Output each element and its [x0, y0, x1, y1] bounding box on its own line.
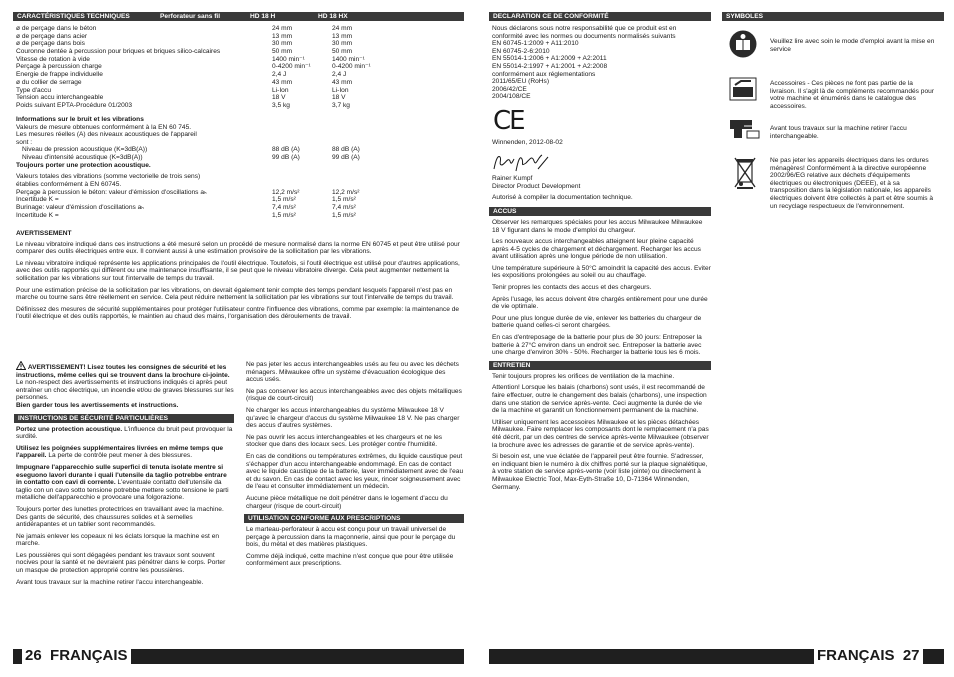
symbol-text-accessories: Accessoires - Ces pièces ne font pas partie de la livraison. Il s'agit là de compléments recommandés pour votre machine et énumérés dans le catalogue des accessoires. — [770, 80, 934, 110]
accus-paragraph: En cas d'entreposage de la batterie pour plus de 30 jours: Entreposer la batterie à 27°C environ dans un endroit sec. Entreposer la batterie avec une charge d'environ 30% - 50%. Recharger la batterie tous les 6 mois. — [492, 334, 702, 357]
symbols-header: SYMBOLES — [722, 12, 944, 21]
battery-safety-paragraph: Ne pas conserver les accus interchangeables avec des objets métalliques (risque de court-circuit) — [246, 387, 462, 403]
weee-bin-icon — [734, 156, 756, 190]
right-page-language: FRANÇAIS — [817, 647, 895, 664]
safety-paragraph — [16, 533, 234, 548]
spec-header-product: Perforateur sans fil — [160, 13, 221, 20]
battery-safety-paragraph: En cas de conditions ou températures extrêmes, du liquide caustique peut s'échapper d'un accu interchangeable endommagé. En cas de contact avec le liquide caustique de la batterie, laver immédiatement avec de l'eau et du savon. En cas de contact avec les yeux, rincer soigneusement avec de l'eau et consulter immédiatement un médecin. — [246, 452, 464, 491]
symbol-text-weee: Ne pas jeter les appareils électriques dans les ordures ménagères! Conformément à la directive européenne 2002/96/EG relative aux déchets d'équipements électriques ou électroniques (DEEE), et à sa transposition dans la législation nationale, les appareils électriques doivent être collectés à part et être soumis à un recyclage respectueux de l'environnement. — [770, 157, 934, 210]
spec-row — [16, 87, 466, 95]
entretien-header: ENTRETIEN — [489, 361, 711, 370]
left-page-number: 26 FRANÇAIS — [22, 647, 131, 665]
spec-row-value-1: 43 mm — [272, 78, 293, 86]
spec-row-label: ø de perçage dans acier — [16, 32, 88, 40]
vibration-row-label: Perçage à percussion le béton: valeur d'émission d'oscillations aₕ — [16, 188, 207, 196]
usage-paragraph: Le marteau-perforateur à accu est conçu pour un travail universel de perçage à percussion dans la maçonnerie, ainsi que pour le perçage du bois, du métal et des matières plastiques. — [246, 526, 456, 549]
declaration-line: EN 55014-2:1997 + A1:2001 + A2:2008 — [492, 62, 608, 70]
spec-row — [16, 33, 466, 41]
accus-paragraph: Tenir propres les contacts des accus et des chargeurs. — [492, 284, 652, 292]
spec-row-value-1: 13 mm — [272, 32, 293, 40]
symbol-text-remove-battery: Avant tous travaux sur la machine retirer l'accu interchangeable. — [770, 125, 907, 140]
vibration-row-value-1: 1,5 m/s² — [272, 211, 296, 219]
declaration-line: EN 60745-1:2009 + A11:2010 — [492, 40, 579, 48]
spec-row — [16, 56, 466, 64]
signature-image — [492, 151, 552, 173]
safety-paragraph — [16, 552, 234, 575]
left-page-language: FRANÇAIS — [50, 647, 128, 664]
spec-row-value-2: 3,7 kg — [332, 101, 350, 109]
vibration-line: Valeurs totales des vibrations (somme vectorielle de trois sens) — [16, 173, 201, 181]
safety-warning — [16, 361, 234, 410]
spec-row-label: Tension accu interchangeable — [16, 94, 104, 102]
vibration-row-value-1: 12,2 m/s² — [272, 188, 300, 196]
symbol-text-read-manual: Veuillez lire avec soin le mode d'emploi avant la mise en service — [770, 38, 935, 53]
noise-title: Informations sur le bruit et les vibrations — [16, 116, 144, 123]
entretien-paragraph: Tenir toujours propres les orifices de ventilation de la machine. — [492, 372, 675, 380]
declaration-header: DECLARATION CE DE CONFORMITÉ — [489, 12, 711, 21]
noise-section — [16, 116, 466, 219]
spec-header-model-hx: HD 18 HX — [318, 13, 348, 20]
spec-row-value-2: Li-Ion — [332, 86, 349, 94]
signer-name: Rainer Kumpf — [492, 175, 533, 183]
accus-paragraph: Après l'usage, les accus doivent être chargés entièrement pour une durée de vie optimale. — [492, 295, 708, 311]
spec-row-value-2: 43 mm — [332, 78, 353, 86]
spec-row-value-1: 24 mm — [272, 25, 293, 32]
warning-section — [16, 230, 466, 325]
signer-authorisation: Autorisé à compiler la documentation technique. — [492, 194, 633, 202]
safety-instructions-header: INSTRUCTIONS DE SÉCURITÉ PARTICULIÈRES — [14, 414, 234, 423]
vibration-row — [16, 204, 466, 212]
vibration-row-value-2: 12,2 m/s² — [332, 188, 360, 196]
signer-role: Director Product Development — [492, 182, 581, 190]
ce-mark-icon: CE — [493, 105, 524, 136]
safety-paragraph-text: La perte de contrôle peut mener à des blessures. — [46, 452, 193, 460]
entretien-paragraph: Si besoin est, une vue éclatée de l'appareil peut être fournie. S'adresser, en indiquant bien le numéro à dix chiffres porté sur la plaque signalétique, à votre station de service après-vente (voir liste jointe) ou directement à Milwaukee Electric Tool, Max-Eyth-Straße 10, D-71364 Winnenden, Germany. — [492, 453, 708, 491]
warning-triangle-icon — [16, 361, 26, 370]
accus-paragraph: Une température supérieure à 50°C amoindrit la capacité des accus. Eviter les expositions prolongées au soleil ou au chauffage. — [492, 264, 711, 280]
spec-row-value-1: 30 mm — [272, 40, 293, 48]
safety-paragraph-text: Avant tous travaux sur la machine retirer l'accu interchangeable. — [16, 578, 204, 586]
noise-row-label: Niveau d'intensité acoustique (K=3dB(A)) — [22, 154, 143, 162]
spec-row — [16, 25, 466, 33]
spec-row-value-2: 18 V — [332, 94, 346, 102]
spec-row-value-2: 13 mm — [332, 32, 353, 40]
safety-paragraph — [16, 506, 234, 529]
right-column-a — [489, 12, 711, 495]
accus-paragraph: Pour une plus longue durée de vie, enlever les batteries du chargeur de batterie quand celles-ci seront chargées. — [492, 314, 702, 330]
warning-paragraph: Pour une estimation précise de la sollicitation par les vibrations, on devrait également tenir compte des temps pendant lesquels l'appareil n'est pas en marche ou tourne sans être réellement en service. Cela peut réduire nettement la sollicitation par les vibrations sur tout l'intervalle de temps du travail. — [16, 286, 454, 302]
entretien-paragraph: Attention! Lorsque les balais (charbons) sont usés, il est recommandé de faire effectuer, outre le changement des balais (charbons), une inspection dans une station de service après-vente. Ceci augmente la durée de vie de la machine et garantit un fonctionnement permanent de la machine. — [492, 384, 707, 415]
read-manual-icon — [729, 30, 757, 58]
vibration-row-value-1: 7,4 m/s² — [272, 203, 296, 211]
accus-header: ACCUS — [489, 207, 711, 216]
spec-row — [16, 63, 466, 71]
declaration-line: conformité avec les normes ou documents normalisés suivants — [492, 32, 676, 40]
spec-row-label: Vitesse de rotation à vide — [16, 55, 90, 63]
spec-row-value-1: 3,5 kg — [272, 101, 290, 109]
noise-line: Valeurs de mesure obtenues conformément à la EN 60 745. — [16, 123, 192, 131]
safety-paragraph — [16, 426, 234, 441]
spec-row-value-1: 0-4200 min⁻¹ — [272, 63, 311, 71]
safety-paragraph-text: Ne jamais enlever les copeaux ni les éclats lorsque la machine est en marche. — [16, 532, 220, 548]
spec-row-label: Perçage à percussion charge — [16, 63, 102, 71]
noise-row-value-1: 99 dB (A) — [272, 154, 300, 162]
battery-safety-paragraph: Ne pas jeter les accus interchangeables usés au feu ou avec les déchets ménagers. Milwaukee offre un système d'évacuation écologique des accus usés. — [246, 361, 459, 384]
spec-header-title: CARACTÉRISTIQUES TECHNIQUES — [17, 13, 130, 20]
declaration-line: 2004/108/CE — [492, 93, 531, 101]
accus-paragraph: Observer les remarques spéciales pour les accus Milwaukee Milwaukee 18 V figurant dans le mode d'emploi du chargeur. — [492, 218, 703, 234]
declaration-line: conformément aux réglementations — [492, 70, 596, 78]
spec-row-label: ø du collier de serrage — [16, 78, 82, 86]
safety-paragraph-text: Les poussières qui sont dégagées pendant les travaux sont souvent nocives pour la santé et ne devraient pas pénétrer dans le corps. Porter un masque de protection approprié contre les poussières. — [16, 551, 226, 575]
spec-row-label: ø de perçage dans le béton — [16, 25, 97, 32]
spec-row — [16, 48, 466, 56]
spec-row — [16, 94, 466, 102]
warning-paragraph: Le niveau vibratoire indiqué dans ces instructions a été mesuré selon un procédé de mesure normalisé dans la norme EN 60745 et peut être utilisé pour comparer des outils électriques entre eux. Il convient aussi à une estimation provisoire de la sollicitation par les vibrations. — [16, 240, 460, 256]
safety-warning-text: Le non-respect des avertissements et instructions indiqués ci après peut entraîner un choc électrique, un incendie et/ou de graves blessures sur les personnes. — [16, 379, 234, 402]
vibration-row — [16, 212, 466, 220]
safety-paragraph — [16, 445, 234, 460]
entretien-paragraph: Utiliser uniquement les accessoires Milwaukee et les pièces détachées Milwaukee. Faire remplacer les composants dont le remplacement n'a pas été décrit, par un des centres de service après-vente Milwaukee (observer la brochure avec les adresses de garantie et de service après-vente). — [492, 418, 709, 449]
noise-row-value-2: 88 dB (A) — [332, 146, 360, 154]
warning-paragraph: Le niveau vibratoire indiqué représente les applications principales de l'outil électrique. Toutefois, si l'outil électrique est utilisé pour d'autres applications, avec des outils rapportés qui diffèrent ou une maintenance insuffisante, il se peut que le niveau vibratoire diverge. Cela peut augmenter nettement la sollicitation par les vibrations sur tout l'intervalle de temps du travail. — [16, 259, 460, 282]
spec-row-label: Poids suivant EPTA-Procédure 01/2003 — [16, 101, 133, 109]
declaration-line: 2006/42/CE — [492, 85, 527, 93]
remove-battery-icon — [729, 118, 761, 146]
usage-paragraph: Comme déjà indiqué, cette machine n'est conçue que pour être utilisée conformément aux prescriptions. — [246, 552, 454, 568]
spec-header-model-h: HD 18 H — [250, 13, 276, 20]
spec-row-label: Type d'accu — [16, 86, 51, 94]
spec-row-value-1: 18 V — [272, 94, 286, 102]
noise-line: sont : — [16, 138, 33, 146]
vibration-row — [16, 196, 466, 204]
noise-row-value-2: 99 dB (A) — [332, 154, 360, 162]
safety-paragraph-text: L'influence du bruit peut provoquer la surdité. — [16, 425, 233, 441]
warning-paragraph: Définissez des mesures de sécurité supplémentaires pour protéger l'utilisateur contre l'influence des vibrations, comme par exemple: la maintenance de l'outil électrique et des outils rapportés, le maintien au chaud des mains, l'organisation des déroulements de travail. — [16, 305, 460, 321]
place-date: Winnenden, 2012-08-02 — [492, 138, 563, 146]
noise-row-label: Niveau de pression acoustique (K=3dB(A)) — [22, 146, 148, 154]
noise-row — [22, 146, 466, 154]
safety-warning-bold: AVERTISSEMENT! Lisez toutes les consignes de sécurité et les instructions, même celles qui se trouvent dans la brochure ci-jointe. — [16, 364, 230, 379]
vibration-row-label: Burinage: valeur d'émission d'oscillations aₕ — [16, 203, 144, 211]
spec-row-label: Energie de frappe individuelle — [16, 71, 103, 79]
left-column-b — [246, 361, 464, 572]
spec-row-value-1: 1400 min⁻¹ — [272, 55, 305, 63]
spec-row-value-2: 50 mm — [332, 48, 353, 56]
safety-paragraph-text: L'eventuale contatto dell'utensile da taglio con un cavo sotto tensione potrebbe mettere sotto tensione le parti metalliche dell'apparecchio e provocare una folgorazione. — [16, 479, 229, 502]
spec-row — [16, 79, 466, 87]
declaration-line: 2011/65/EU (RoHs) — [492, 78, 550, 86]
vibration-row-value-2: 1,5 m/s² — [332, 211, 356, 219]
spec-row-value-2: 0-4200 min⁻¹ — [332, 63, 371, 71]
accus-paragraph: Les nouveaux accus interchangeables atteignent leur pleine capacité après 4-5 cycles de chargement et déchargement. Recharger les accus avant utilisation après une longue période de non utilisation. — [492, 238, 701, 261]
vibration-row — [16, 189, 466, 197]
safety-paragraph-text: Toujours porter des lunettes protectrices en travaillant avec la machine. Des gants de sécurité, des chaussures solides et à semelles antidérapantes et un tablier sont recommandés. — [16, 505, 224, 529]
spec-row-value-1: 2,4 J — [272, 71, 287, 79]
declaration-line: Nous déclarons sous notre responsabilité que ce produit est en — [492, 25, 677, 32]
vibration-row-value-2: 7,4 m/s² — [332, 203, 356, 211]
noise-line: Les mesures réelles (A) des niveaux acoustiques de l'appareil — [16, 131, 197, 139]
safety-paragraph — [16, 464, 234, 502]
vibration-row-value-1: 1,5 m/s² — [272, 196, 296, 204]
spec-row-value-2: 2,4 J — [332, 71, 347, 79]
vibration-row-value-2: 1,5 m/s² — [332, 196, 356, 204]
right-page-number: FRANÇAIS 27 — [814, 647, 923, 665]
safety-paragraph-bold: Portez une protection acoustique. — [16, 425, 123, 433]
spec-row — [16, 40, 466, 48]
noise-row-value-1: 88 dB (A) — [272, 146, 300, 154]
vibration-row-label: Incertitude K = — [16, 196, 59, 204]
spec-row-label: ø de perçage dans bois — [16, 40, 85, 48]
battery-safety-paragraph: Ne charger les accus interchangeables du système Milwaukee 18 V qu'avec le chargeur d'accus du système Milwaukee 18 V. Ne pas charger des accus d'autres systèmes. — [246, 406, 460, 430]
spec-row — [16, 71, 466, 79]
accessories-icon — [729, 75, 757, 103]
declaration-line: EN 60745-2-6:2010 — [492, 47, 550, 55]
safety-paragraph-bold: Impugnare l'apparecchio sulle superfici di tenuta isolate mentre si eseguono lavori durante i quali l'utensile da taglio potrebbe entrare in contatto con cavi di corrente. — [16, 463, 227, 487]
spec-row-value-2: 24 mm — [332, 25, 353, 32]
spec-row-value-2: 30 mm — [332, 40, 353, 48]
vibration-line: établies conformément à EN 60745. — [16, 180, 122, 188]
left-column-a — [16, 361, 234, 590]
safety-paragraph-bold: Utilisez les poignées supplémentaires livrées en même temps que l'appareil. — [16, 444, 224, 460]
battery-safety-paragraph: Aucune pièce métallique ne doit pénétrer dans le logement d'accu du chargeur (risque de court-circuit) — [246, 494, 448, 510]
spec-row-value-2: 1400 min⁻¹ — [332, 55, 365, 63]
spec-row-value-1: 50 mm — [272, 48, 293, 56]
warning-title: AVERTISSEMENT — [16, 230, 72, 237]
spec-table-header — [13, 12, 464, 21]
safety-paragraph — [16, 579, 234, 587]
noise-protection-note: Toujours porter une protection acoustique. — [16, 161, 151, 169]
spec-row-label: Couronne dentée à percussion pour briques et briques silico-calcaires — [16, 48, 221, 56]
safety-warning-keep: Bien garder tous les avertissements et instructions. — [16, 401, 179, 409]
spec-row — [16, 102, 466, 110]
spec-table — [16, 25, 466, 110]
battery-safety-paragraph: Ne pas ouvrir les accus interchangeables et les chargeurs et ne les stocker que dans des locaux secs. Les protéger contre l'humidité. — [246, 433, 443, 449]
usage-header: UTILISATION CONFORME AUX PRESCRIPTIONS — [244, 514, 464, 523]
vibration-row-label: Incertitude K = — [16, 211, 59, 219]
spec-row-value-1: Li-Ion — [272, 86, 289, 94]
noise-row — [22, 154, 466, 162]
declaration-line: EN 55014-1:2006 + A1:2009 + A2:2011 — [492, 55, 607, 63]
